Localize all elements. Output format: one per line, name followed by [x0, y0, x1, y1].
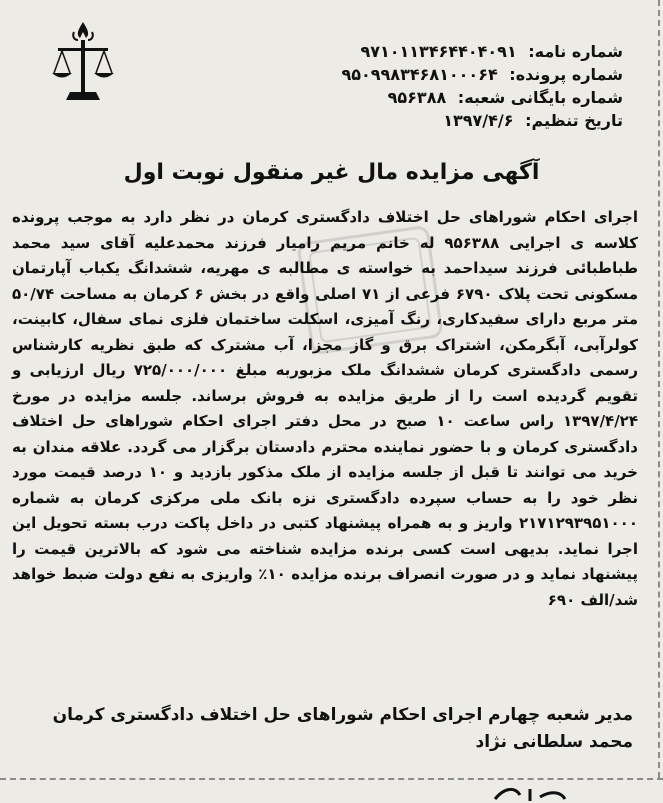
- letter-number: ۹۷۱۰۱۱۳۴۶۴۴۰۴۰۹۱: [360, 42, 517, 61]
- letter-number-row: [303, 40, 623, 63]
- notice-header: [303, 40, 623, 132]
- signature-name: محمد سلطانی نژاد: [475, 732, 633, 752]
- case-number-row: [303, 63, 623, 86]
- date-row: [303, 109, 623, 132]
- judiciary-emblem-icon: [48, 18, 118, 108]
- signature-block: [0, 702, 633, 756]
- case-number: ۹۵۰۹۹۸۳۴۶۸۱۰۰۰۶۴: [341, 65, 498, 84]
- page-border-bottom: [0, 778, 663, 780]
- case-number-label: شماره پرونده:: [509, 65, 623, 84]
- page-border-right: [658, 0, 660, 778]
- cropped-text-fragment: [490, 785, 570, 803]
- archive-number-row: [303, 86, 623, 109]
- archive-number-label: شماره بایگانی شعبه:: [457, 88, 623, 107]
- notice-title: آگهی مزایده مال غیر منقول نوبت اول: [123, 160, 540, 185]
- signature-title: مدیر شعبه چهارم اجرای احکام شوراهای حل اختلاف دادگستری کرمان: [52, 705, 633, 725]
- date-label: تاریخ تنظیم:: [525, 111, 623, 130]
- issue-date: ۱۳۹۷/۴/۶: [443, 111, 514, 130]
- archive-number: ۹۵۶۳۸۸: [387, 88, 447, 107]
- letter-number-label: شماره نامه:: [528, 42, 623, 61]
- notice-body: اجرای احکام شوراهای حل اختلاف دادگستری کرمان در نظر دارد به موجب پرونده کلاسه ی اجرایی ۹۵۶۳۸۸ له خانم مریم رامیار فرزند محمدعلیه آقای سید محمد طباطبائی فرزند سیداحمد به خواسته ی مطالبه ی مهریه، ششدانگ یکباب آپارتمان مسکونی تحت پلاک ۶۷۹۰ فرعی از ۷۱ اصلی واقع در بخش ۶ کرمان به مساحت ۵۰/۷۴ متر مربع دارای سفیدکاری، رنگ آمیزی، اسکلت ساختمان فلزی نمای سفال، کابینت، کولرآبی، آبگرمکن، اشتراک برق و گاز مجزا، آب مشترک که طبق نظریه کارشناس رسمی دادگستری کرمان ششدانگ ملک مزبوربه مبلغ ۷۲۵/۰۰۰/۰۰۰ ریال ارزیابی و تقویم گردیده است را از طریق مزایده به فروش برساند. جلسه مزایده در مورخ ۱۳۹۷/۴/۲۴ راس ساعت ۱۰ صبح در محل دفتر اجرای احکام شوراهای حل اختلاف دادگستری کرمان و با حضور نماینده محترم دادستان برگزار می گردد. علاقه مندان به خرید می توانند تا قبل از جلسه مزایده از ملک مذکور بازدید و ۱۰ درصد قیمت مورد نظر خود را به حساب سپرده دادگستری نزه بانک ملی مرکزی کرمان به شماره ۲۱۷۱۲۹۳۹۵۱۰۰۰ واریز و به همراه پیشنهاد کتبی در داخل پاکت درب بسته تحویل این اجرا نماید. بدیهی است کسی برنده مزایده شناخته می شود که بالاترین قیمت را پیشنهاد نماید و در صورت انصراف برنده مزایده ۱۰٪ واریزی به نفع دولت ضبط خواهد شد/الف ۶۹۰: [12, 208, 639, 609]
